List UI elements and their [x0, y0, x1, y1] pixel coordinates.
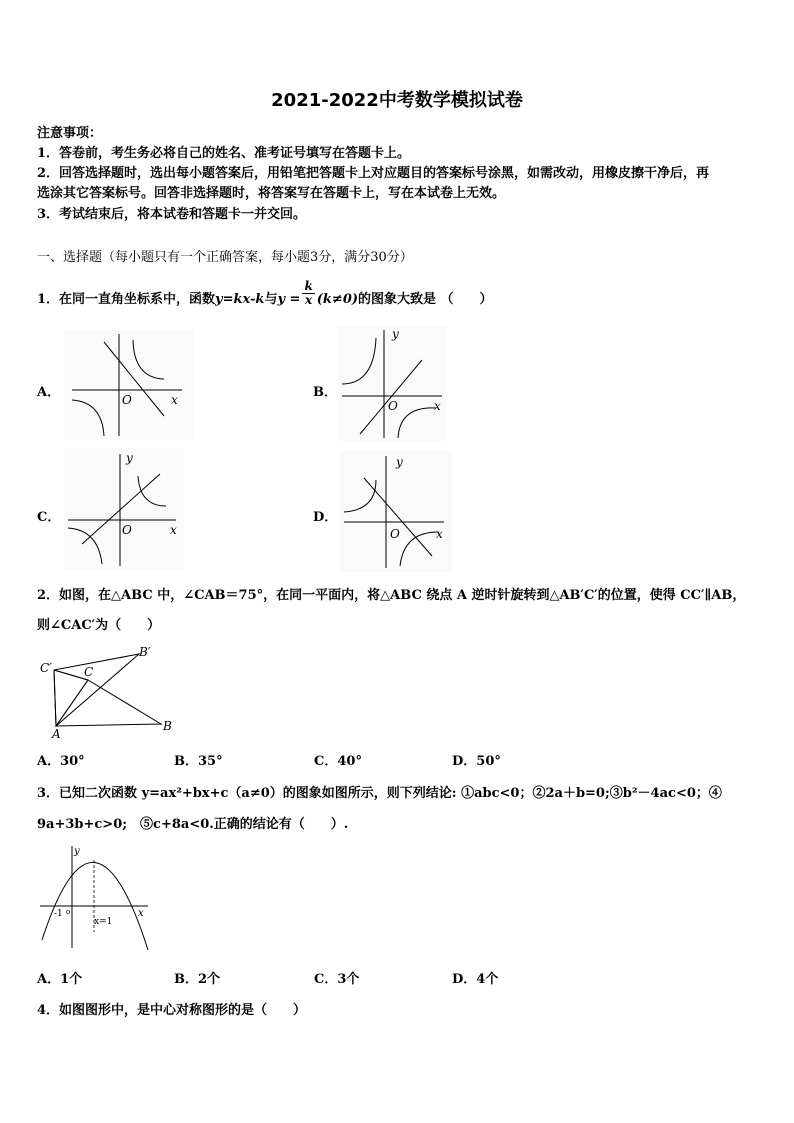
- q1-frac-den: x: [305, 293, 313, 307]
- notice-heading: 注意事项：: [37, 126, 103, 141]
- q1-c-y-label: y: [126, 451, 133, 465]
- q3-option-d: D．4个: [452, 972, 499, 987]
- question-4-text: 4．如图图形中，是中心对称图形的是（ ）: [37, 1003, 307, 1018]
- q3-axis-of-symmetry-label: x=1: [94, 917, 113, 927]
- notice-item-1: 1．答卷前，考生务必将自己的姓名、准考证号填写在答题卡上。: [37, 146, 411, 161]
- q3-x-label: x: [138, 908, 144, 919]
- q2-option-b: B．35°: [174, 754, 223, 769]
- q1-option-a: A．: [37, 385, 61, 400]
- q1-b-origin-label: O: [388, 399, 398, 413]
- question-3-line-1: 3．已知二次函数 y=ax²+bx+c（a≠0）的图象如图所示，则下列结论: ①abc<0；②2a＋b=0;③b²－4ac<0；④: [37, 786, 722, 801]
- question-2-line-2: 则∠CAC′为（ ）: [37, 618, 161, 633]
- q3-option-a: A．1个: [37, 972, 83, 987]
- q1-d-x-label: x: [436, 527, 443, 541]
- q1-mid: 与: [264, 292, 278, 307]
- q1-b-x-label: x: [434, 399, 441, 413]
- question-2-line-1: 2．如图，在△ABC 中，∠CAB＝75°，在同一平面内，将△ABC 绕点 A 逆时针旋转到△AB′C′的位置，使得 CC′∥AB，: [37, 588, 746, 603]
- notice-item-3: 3．考试结束后，将本试卷和答题卡一并交回。: [37, 207, 307, 222]
- q1-c-origin-label: O: [122, 523, 132, 537]
- q3-neg-one-label: -1: [54, 909, 63, 919]
- q1-d-origin-label: O: [390, 527, 400, 541]
- label-c: C: [84, 665, 94, 679]
- q1-b-y-label: y: [392, 327, 399, 341]
- q1-graph-d: [340, 450, 452, 572]
- q1-suffix: 的图象大致是 （ ）: [358, 292, 493, 307]
- q3-parabola-graph: [38, 842, 154, 952]
- section-heading: 一、选择题（每小题只有一个正确答案，每小题3分，满分30分）: [37, 250, 413, 265]
- q3-y-label: y: [74, 846, 80, 857]
- q1-a-origin-label: O: [122, 393, 132, 407]
- question-3-line-2: 9a+3b+c>0; ⑤c+8a<0.正确的结论有（ ）.: [37, 817, 349, 832]
- q3-option-c: C．3个: [314, 972, 360, 987]
- notice-item-2a: 2．回答选择题时，选出每小题答案后，用铅笔把答题卡上对应题目的答案标号涂黑，如需改动，用橡皮擦干净后，再: [37, 166, 710, 181]
- label-c-prime: C′: [40, 661, 52, 675]
- q2-option-a: A．30°: [37, 754, 85, 769]
- q1-y-eq: y =: [277, 292, 301, 307]
- q2-option-d: D．50°: [452, 754, 501, 769]
- q2-triangle-figure: [36, 644, 186, 740]
- q1-a-x-label: x: [171, 393, 178, 407]
- q1-graph-a: [64, 330, 194, 440]
- q1-prefix: 1．在同一直角坐标系中，函数: [37, 292, 216, 307]
- q1-d-y-label: y: [396, 455, 403, 469]
- q1-func1: y=kx-k: [215, 292, 265, 307]
- q2-option-c: C．40°: [314, 754, 362, 769]
- label-a: A: [52, 727, 61, 741]
- q1-option-c: C．: [37, 510, 61, 525]
- q1-graph-c: [64, 448, 184, 570]
- label-b: B: [163, 719, 172, 733]
- q1-c-x-label: x: [170, 523, 177, 537]
- question-1-text: [37, 280, 493, 307]
- q1-cond: (k≠0): [316, 292, 359, 307]
- q1-graph-b: [338, 326, 446, 441]
- q1-frac-num: k: [304, 279, 313, 293]
- q1-fraction: [302, 280, 314, 307]
- q1-option-d: D．: [313, 510, 338, 525]
- page-title: 2021-2022中考数学模拟试卷: [271, 90, 523, 111]
- notice-item-2b: 选涂其它答案标号。回答非选择题时，将答案写在答题卡上，写在本试卷上无效。: [37, 186, 506, 201]
- q3-origin-label: o: [66, 908, 71, 916]
- q3-option-b: B．2个: [174, 972, 221, 987]
- label-b-prime: B′: [139, 645, 151, 659]
- q1-option-b: B．: [313, 385, 337, 400]
